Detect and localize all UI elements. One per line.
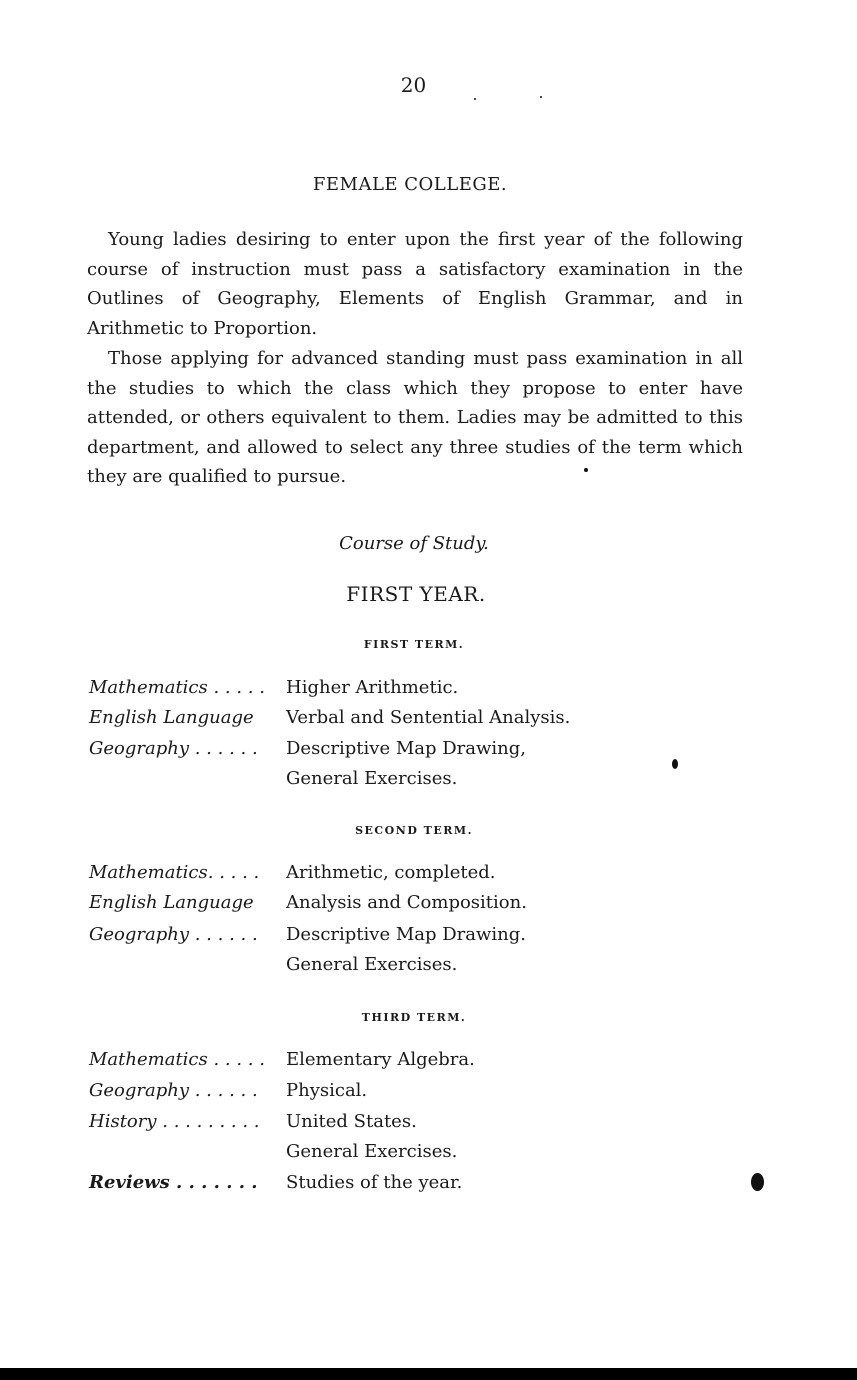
subject-label: Reviews . . . . . . . <box>89 1172 258 1193</box>
ink-speck <box>672 759 678 769</box>
subject-label: Mathematics . . . . . <box>89 677 265 698</box>
study-label: Descriptive Map Drawing, <box>286 738 526 759</box>
study-label: General Exercises. <box>286 954 458 975</box>
study-label: Physical. <box>286 1080 368 1101</box>
subject-label: History . . . . . . . . . <box>89 1111 260 1132</box>
course-row <box>89 703 709 733</box>
study-label: Elementary Algebra. <box>286 1049 475 1070</box>
subject-label: English Language <box>89 892 254 913</box>
intro-paragraph-text: Young ladies desiring to enter upon the first year of the following course of instruction must pass a satisfactory examination in the Outlines of Geography, Elements of English Grammar, and in Arithmetic to Proportion. <box>87 229 743 339</box>
study-label: General Exercises. <box>286 1141 458 1162</box>
third-term-heading: THIRD TERM. <box>361 1011 467 1024</box>
course-row <box>89 1137 709 1167</box>
admission-paragraph-text: Those applying for advanced standing must pass examination in all the studies to which the class which they propose to enter have attended, or others equivalent to them. Ladies may be admitted to this department, and allowed to select any three studies of the term which they are qualified to pursue. <box>87 348 743 487</box>
course-heading: Course of Study. <box>339 533 489 554</box>
subject-label: English Language <box>89 707 254 728</box>
study-label: Descriptive Map Drawing. <box>286 924 526 945</box>
admission-paragraph <box>87 344 743 492</box>
study-label: Higher Arithmetic. <box>286 677 459 698</box>
study-label: Analysis and Composition. <box>286 892 527 913</box>
second-term-heading: SECOND TERM. <box>355 824 473 837</box>
course-row <box>89 1045 709 1075</box>
course-row <box>89 1076 709 1106</box>
first-term-heading: FIRST TERM. <box>363 638 465 651</box>
study-label: Verbal and Sentential Analysis. <box>286 707 571 728</box>
study-label: Studies of the year. <box>286 1172 463 1193</box>
course-row <box>89 764 709 794</box>
subject-label: Mathematics. . . . . <box>89 862 260 883</box>
intro-paragraph <box>87 225 743 343</box>
subject-label: Geography . . . . . . <box>89 738 258 759</box>
course-row <box>89 1107 709 1137</box>
course-row <box>89 673 709 703</box>
page-number: 20 <box>400 73 427 97</box>
study-label: Arithmetic, completed. <box>286 862 496 883</box>
ink-speck <box>540 96 542 98</box>
course-row <box>89 858 709 888</box>
section-title: FEMALE COLLEGE. <box>312 174 508 195</box>
course-row <box>89 950 709 980</box>
year-heading: FIRST YEAR. <box>346 582 486 606</box>
subject-label: Geography . . . . . . <box>89 924 258 945</box>
subject-label: Geography . . . . . . <box>89 1080 258 1101</box>
ink-speck <box>474 98 476 100</box>
course-row <box>89 888 709 918</box>
ink-speck <box>751 1173 764 1191</box>
page-bottom-edge <box>0 1368 857 1380</box>
subject-label: Mathematics . . . . . <box>89 1049 265 1070</box>
course-row <box>89 734 709 764</box>
study-label: United States. <box>286 1111 417 1132</box>
ink-speck <box>584 468 588 472</box>
course-row <box>89 920 709 950</box>
study-label: General Exercises. <box>286 768 458 789</box>
course-row <box>89 1168 709 1198</box>
